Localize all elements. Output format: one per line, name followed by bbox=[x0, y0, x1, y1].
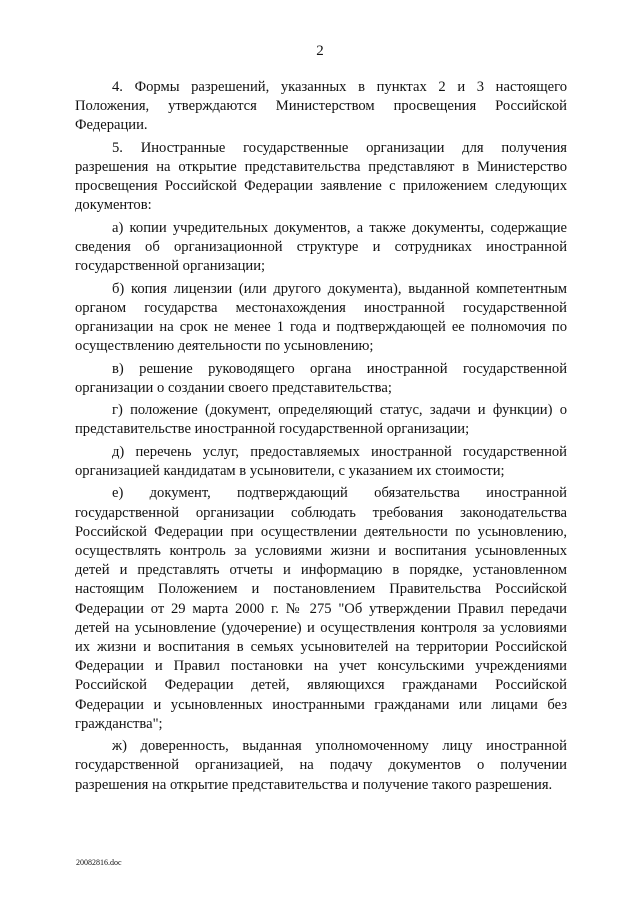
page-number: 2 bbox=[316, 43, 324, 59]
paragraph-item-4: 4. Формы разрешений, указанных в пунктах 2 и 3 настоящего Положения, утверждаются Министерством просвещения Российской Федерации. bbox=[75, 79, 567, 134]
paragraph-subitem-e: е) документ, подтверждающий обязательства иностранной государственной организации соблюдать требования законодательства Российской Федерации при осуществлении деятельности по усыновлению, осуществлять контроль за условиями жизни и воспитания усыновленных детей и представлять отчеты и информацию в порядке, установленном настоящим Положением и постановлением Правительства Российской Федерации от 29 марта 2000 г. № 275 "Об утверждении Правил передачи детей на усыновление (удочерение) и осуществления контроля за условиями их жизни и воспитания в семьях усыновителей на территории Российской Федерации и Правил постановки на учет консульскими учреждениями Российской Федерации детей, являющихся гражданами Российской Федерации и усыновленных иностранными гражданами или лицами без гражданства"; bbox=[75, 485, 567, 732]
footer-filename: 20082816.doc bbox=[76, 858, 122, 867]
paragraph-subitem-a: а) копии учредительных документов, а также документы, содержащие сведения об организационной структуре и сотрудниках иностранной государственной организации; bbox=[75, 219, 567, 275]
paragraph-subitem-d: д) перечень услуг, предоставляемых иностранной государственной организацией кандидатам в усыновители, с указанием их стоимости; bbox=[75, 443, 567, 479]
document-body bbox=[75, 78, 567, 798]
paragraph-subitem-g: г) положение (документ, определяющий статус, задачи и функции) о представительстве иностранной государственной организации; bbox=[75, 402, 567, 438]
paragraph-subitem-zh: ж) доверенность, выданная уполномоченному лицу иностранной государственной организацией, на подачу документов о получении разрешения на открытие представительства и получение такого разрешения. bbox=[75, 738, 567, 793]
paragraph-subitem-b: б) копия лицензии (или другого документа), выданной компетентным органом государства местонахождения иностранной государственной организации на срок не менее 1 года и подтверждающей ее полномочия по осуществлению деятельности по усыновлению; bbox=[75, 280, 567, 355]
paragraph-item-5: 5. Иностранные государственные организации для получения разрешения на открытие представительства представляют в Министерство просвещения Российской Федерации заявление с приложением следующих документов: bbox=[75, 139, 567, 214]
paragraph-subitem-v: в) решение руководящего органа иностранной государственной организации о создании своего представительства; bbox=[75, 360, 567, 396]
